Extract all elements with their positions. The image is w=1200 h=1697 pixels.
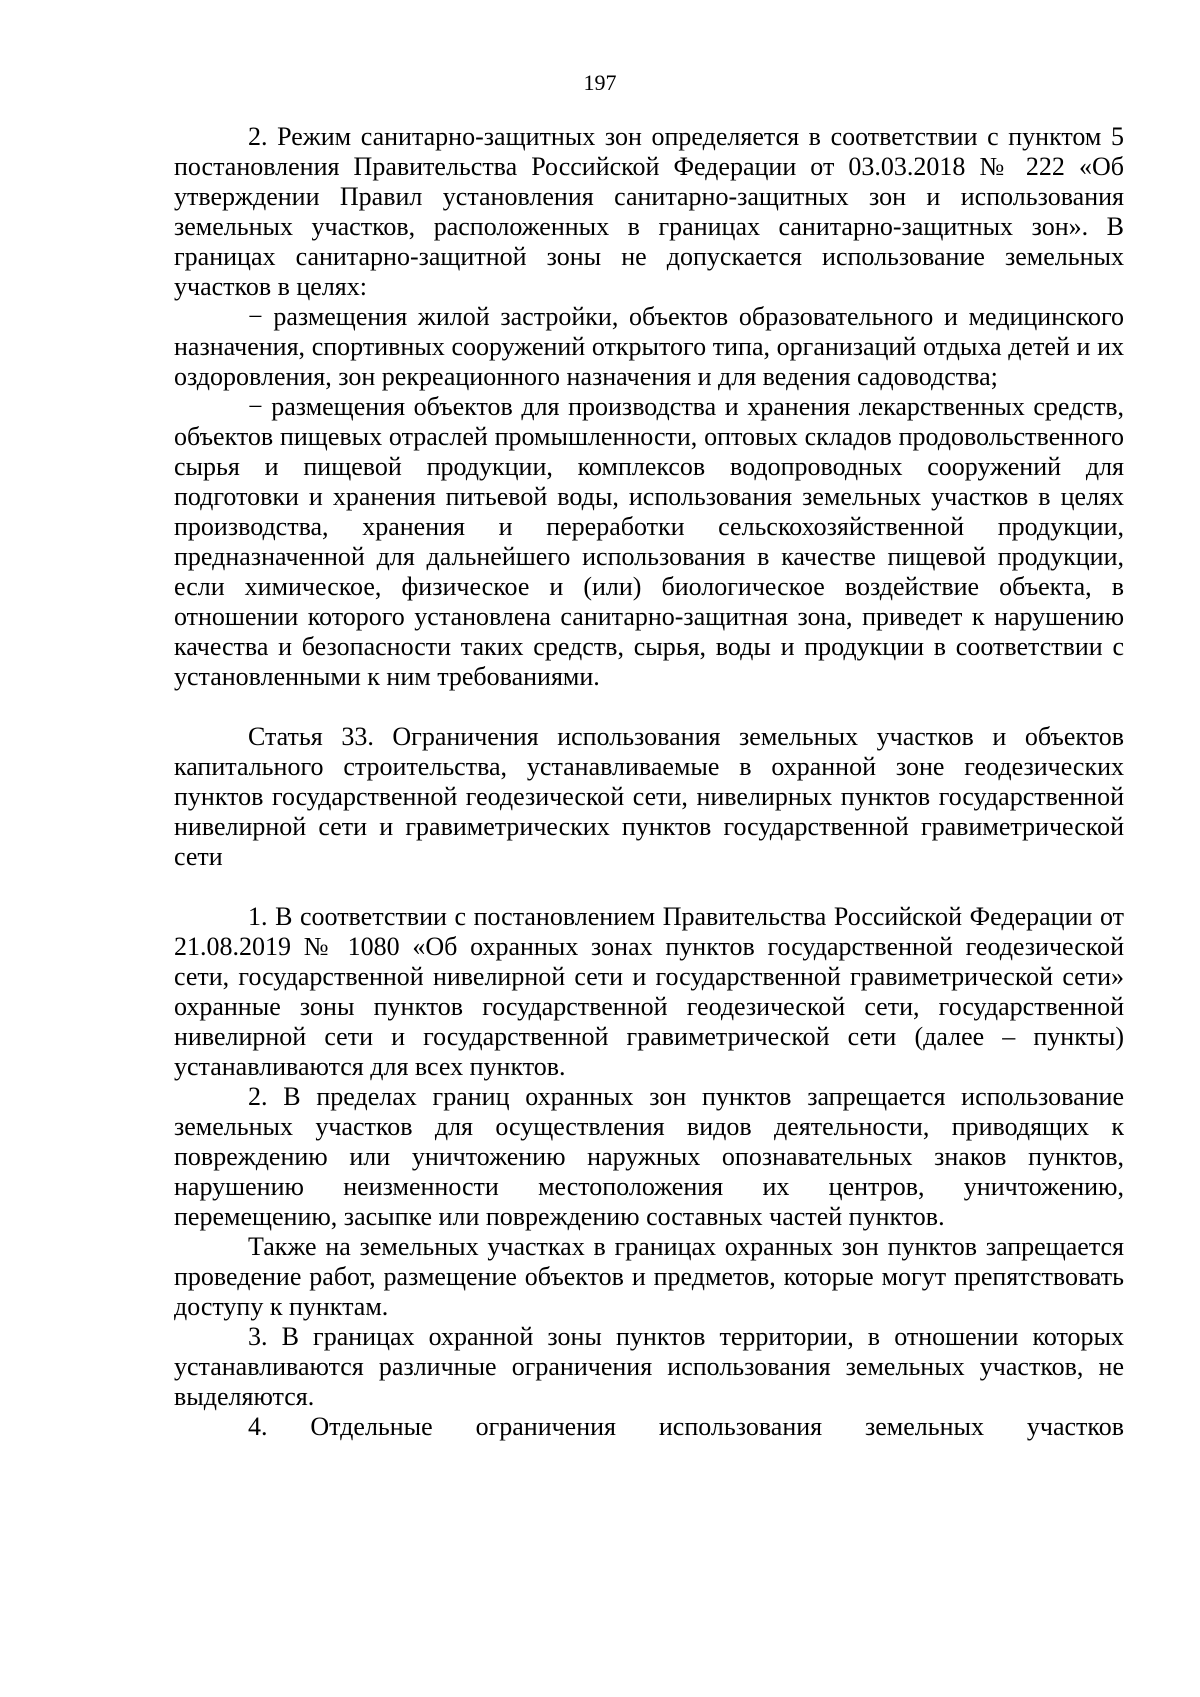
article-33-heading: Статья 33. Ограничения использования земельных участков и объектов капитального строительства, устанавливаемые в охранной зоне геодезических пунктов государственной геодезической сети, нивелирных пунктов государственной нивелирной сети и гравиметрических пунктов государственной гравиметрической сети: [174, 722, 1124, 871]
paragraph-separate-restrictions: 4. Отдельные ограничения использования земельных участков: [248, 1412, 1124, 1441]
paragraph-sanitary-zone-regime: 2. Режим санитарно-защитных зон определяется в соответствии с пунктом 5 постановления Правительства Российской Федерации от 03.03.2018 № 222 «Об утверждении Правил установления санитарно-защитных зон и использования земельных участков, расположенных в границах санитарно-защитных зон». В границах санитарно-защитной зоны не допускается использование земельных участков в целях:: [174, 122, 1124, 301]
paragraph-territories-not-allocated: 3. В границах охранной зоны пунктов территории, в отношении которых устанавливаются различные ограничения использования земельных участков, не выделяются.: [174, 1322, 1124, 1411]
document-body: [174, 122, 1124, 1442]
paragraph-prohibited-activities: 2. В пределах границ охранных зон пунктов запрещается использование земельных участков для осуществления видов деятельности, приводящих к повреждению или уничтожению наружных опознавательных знаков пунктов, нарушению неизменности местоположения их центров, уничтожению, перемещению, засыпке или повреждению составных частей пунктов.: [174, 1082, 1124, 1231]
list-item-residential-restriction: − размещения жилой застройки, объектов образовательного и медицинского назначения, спортивных сооружений открытого типа, организаций отдыха детей и их оздоровления, зон рекреационного назначения и для ведения садоводства;: [174, 302, 1124, 391]
page-number: 197: [583, 70, 617, 95]
list-item-production-restriction: − размещения объектов для производства и хранения лекарственных средств, объектов пищевых отраслей промышленности, оптовых складов продовольственного сырья и пищевой продукции, комплексов водопроводных сооружений для подготовки и хранения питьевой воды, использования земельных участков в целях производства, хранения и переработки сельскохозяйственной продукции, предназначенной для дальнейшего использования в качестве пищевой продукции, если химическое, физическое и (или) биологическое воздействие объекта, в отношении которого установлена санитарно-защитная зона, приведет к нарушению качества и безопасности таких средств, сырья, воды и продукции в соответствии с установленными к ним требованиями.: [174, 392, 1124, 691]
paragraph-access-restriction: Также на земельных участках в границах охранных зон пунктов запрещается проведение работ, размещение объектов и предметов, которые могут препятствовать доступу к пунктам.: [174, 1232, 1124, 1321]
paragraph-protected-zones-established: 1. В соответствии с постановлением Правительства Российской Федерации от 21.08.2019 № 1080 «Об охранных зонах пунктов государственной геодезической сети, государственной нивелирной сети и государственной гравиметрической сети» охранные зоны пунктов государственной геодезической сети, государственной нивелирной сети и государственной гравиметрической сети (далее – пункты) устанавливаются для всех пунктов.: [174, 902, 1124, 1081]
